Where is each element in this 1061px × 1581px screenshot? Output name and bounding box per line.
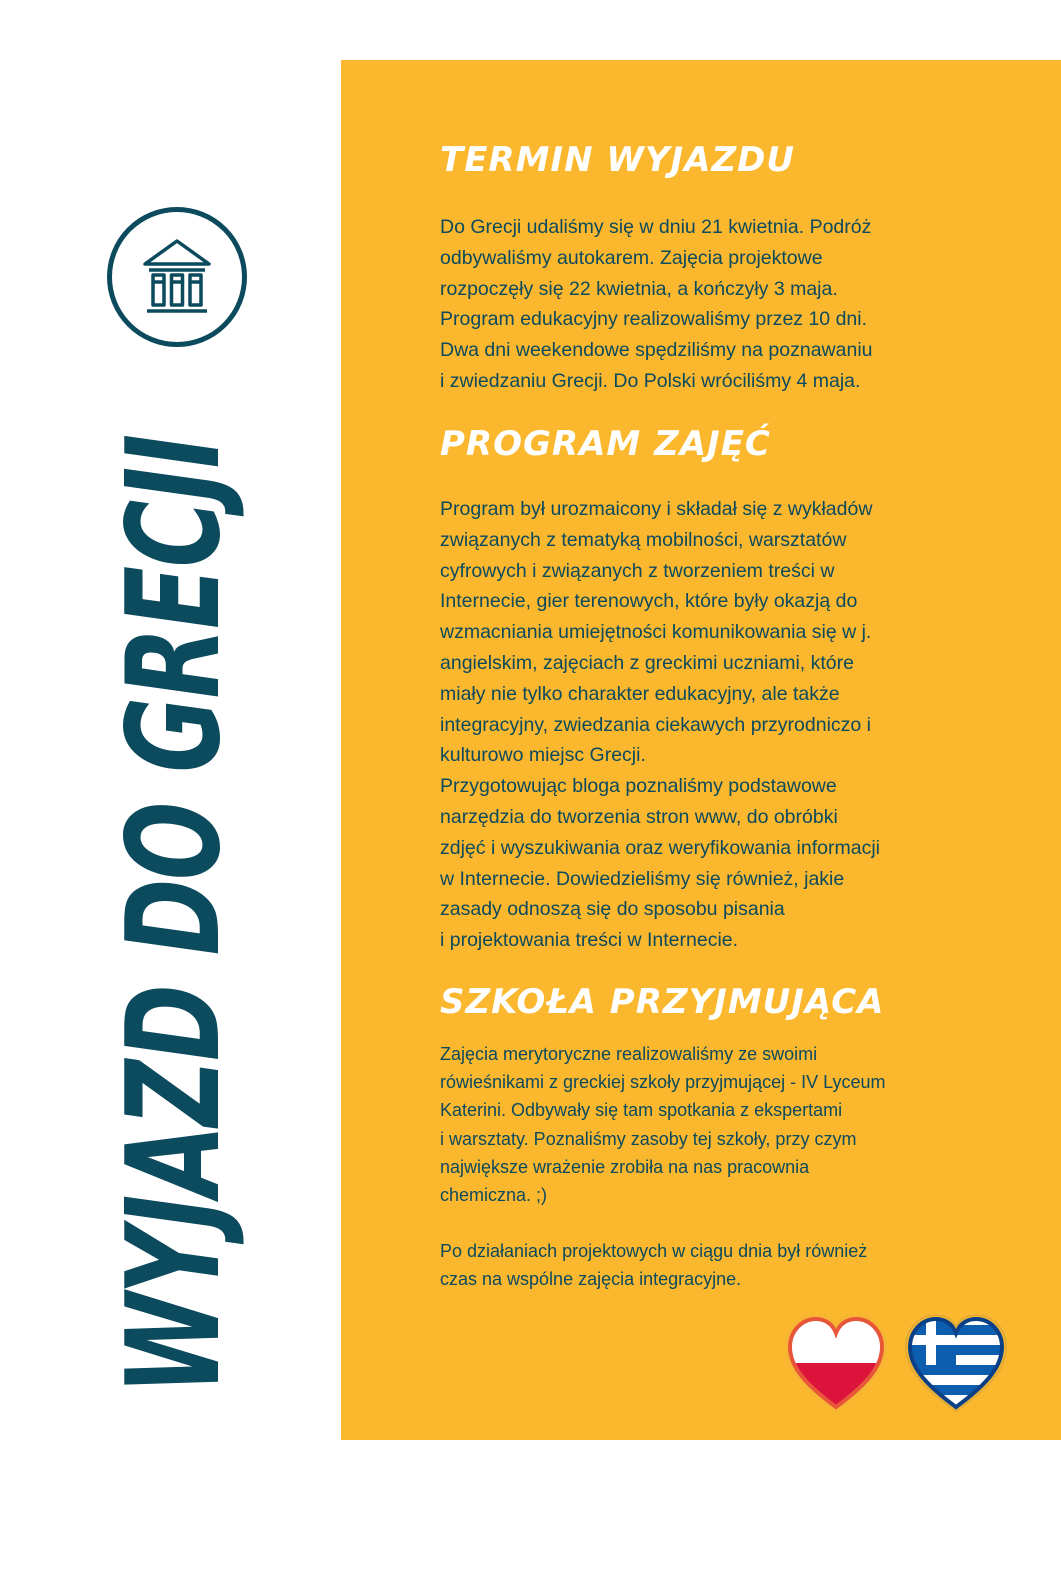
text-line: miały nie tylko charakter edukacyjny, ale także [440, 682, 840, 705]
section-heading-program: PROGRAM ZAJĘĆ [440, 424, 771, 464]
text-line: w Internecie. Dowiedzieliśmy się również, jakie [440, 867, 845, 890]
text-line: zdjęć i wyszukiwania oraz weryfikowania informacji [440, 836, 880, 859]
text-line: Przygotowując bloga poznaliśmy podstawowe [440, 775, 837, 798]
text-line: odbywaliśmy autokarem. Zajęcia projektowe [440, 246, 823, 269]
text-line: wzmacniania umiejętności komunikowania się w j. [440, 621, 872, 644]
flag-hearts [786, 1315, 1026, 1415]
text-line: Zajęcia merytoryczne realizowaliśmy ze swoimi [440, 1044, 818, 1064]
text-line: integracyjny, zwiedzania ciekawych przyrodniczo i [440, 713, 871, 736]
section-heading-dates: TERMIN WYJAZDU [440, 140, 795, 180]
section-body-integration [440, 1237, 960, 1293]
text-line: związanych z tematyką mobilności, warsztatów [440, 528, 847, 551]
text-line: angielskim, zajęciach z greckimi uczniami, które [440, 651, 854, 674]
greece-flag-heart-icon [906, 1315, 1006, 1415]
poland-flag-heart-icon [786, 1315, 886, 1415]
section-heading-host-school: SZKOŁA PRZYJMUJĄCA [440, 982, 885, 1022]
text-line: Program edukacyjny realizowaliśmy przez 10 dni. [440, 308, 868, 331]
text-line: największe wrażenie zrobiła na nas pracownia [440, 1156, 810, 1177]
text-line: zasady odnoszą się do sposobu pisania [440, 898, 785, 921]
content-panel [341, 60, 1061, 1440]
left-column [0, 0, 341, 1500]
text-line: Do Grecji udaliśmy się w dniu 21 kwietnia. Podróż [440, 216, 872, 238]
section-body-host-school [440, 1040, 960, 1209]
section-body-dates [440, 212, 960, 397]
page-title: WYJAZD DO GRECJI [100, 435, 249, 1395]
text-line: i zwiedzaniu Grecji. Do Polski wróciliśmy 4 maja. [440, 369, 861, 392]
text-line: czas na wspólne zajęcia integracyjne. [440, 1269, 742, 1290]
text-line: rozpoczęły się 22 kwietnia, a kończyły 3 maja. [440, 277, 838, 300]
text-line: Program był urozmaicony i składał się z wykładów [440, 498, 873, 520]
text-line: Dwa dni weekendowe spędziliśmy na poznawaniu [440, 339, 873, 362]
section-body-program [440, 494, 960, 956]
text-line: cyfrowych i związanych z tworzeniem treści w [440, 559, 835, 582]
text-line: Po działaniach projektowych w ciągu dnia był również [440, 1241, 868, 1261]
text-line: i projektowania treści w Internecie. [440, 929, 739, 952]
text-line: i warsztaty. Poznaliśmy zasoby tej szkoły, przy czym [440, 1128, 857, 1149]
text-line: kulturowo miejsc Grecji. [440, 744, 646, 767]
text-line: Katerini. Odbywały się tam spotkania z ekspertami [440, 1100, 843, 1121]
text-line: Internecie, gier terenowych, które były okazją do [440, 590, 858, 613]
text-line: narzędzia do tworzenia stron www, do obróbki [440, 805, 838, 828]
text-line: chemiczna. ;) [440, 1185, 548, 1206]
text-line: rówieśnikami z greckiej szkoły przyjmującej - IV Lyceum [440, 1072, 886, 1093]
